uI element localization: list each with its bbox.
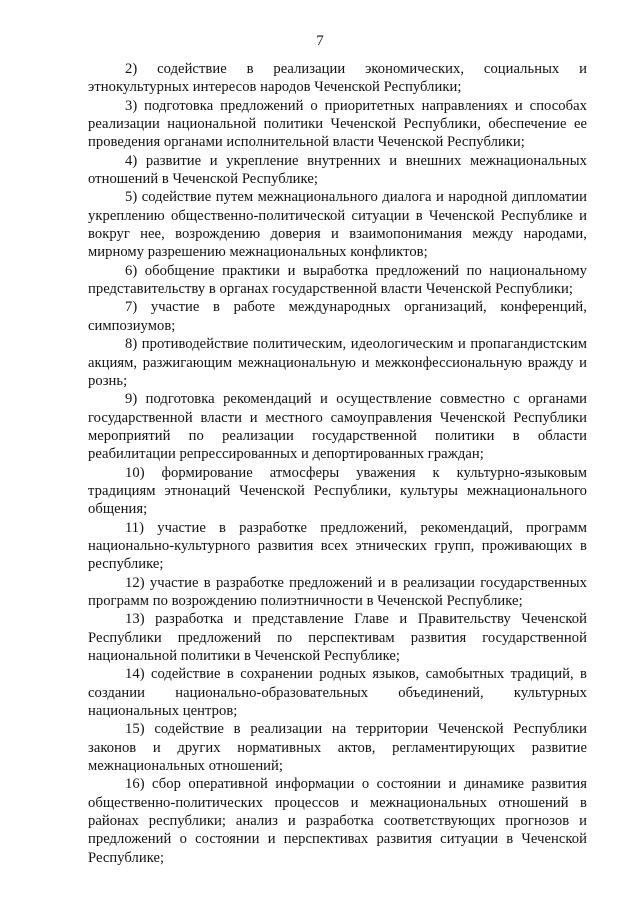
list-item: 10) формирование атмосферы уважения к культурно-языковым традициям этнонаций Чеченской Республики, культуры межнационального общения;	[88, 464, 587, 518]
list-item: 7) участие в работе международных организаций, конференций, симпозиумов;	[88, 299, 587, 334]
list-item: 9) подготовка рекомендаций и осуществление совместно с органами государственной власти и местного самоуправления Чеченской Республики мероприятий по реализации государственной политики в области реабилитации репрессированных и депортированных граждан;	[88, 391, 587, 463]
page-number: 7	[316, 33, 324, 49]
document-body	[88, 60, 587, 867]
list-item: 14) содействие в сохранении родных языков, самобытных традиций, в создании национально-образовательных объединений, культурных национальных центров;	[88, 666, 587, 720]
list-item: 16) сбор оперативной информации о состоянии и динамике развития общественно-политических процессов и межнациональных отношений в районах республики; анализ и разработка соответствующих прогнозов и предложений о состоянии и перспективах развития ситуации в Чеченской Республике;	[88, 776, 587, 866]
list-item: 3) подготовка предложений о приоритетных направлениях и способах реализации национальной политики Чеченской Республики, обеспечение ее проведения органами исполнительной власти Чеченской Республики;	[88, 97, 587, 151]
list-item: 6) обобщение практики и выработка предложений по национальному представительству в органах государственной власти Чеченской Республики;	[88, 262, 587, 298]
list-item: 2) содействие в реализации экономических, социальных и этнокультурных интересов народов Чеченской Республики;	[88, 61, 587, 96]
list-item: 15) содействие в реализации на территории Чеченской Республики законов и других нормативных актов, регламентирующих развитие межнациональных отношений;	[88, 721, 587, 775]
list-item: 13) разработка и представление Главе и Правительству Чеченской Республики предложений по перспективам развития государственной национальной политики в Чеченской Республике;	[88, 611, 587, 664]
list-item: 4) развитие и укрепление внутренних и внешних межнациональных отношений в Чеченской Республике;	[88, 152, 587, 188]
list-item: 12) участие в разработке предложений и в реализации государственных программ по возрождению полиэтничности в Чеченской Республике;	[88, 574, 587, 609]
list-item: 5) содействие путем межнационального диалога и народной дипломатии укреплению общественно-политической ситуации в Чеченской Республике и вокруг нее, возрождению доверия и взаимопонимания между народами, мирному разрешению межнациональных конфликтов;	[88, 189, 587, 261]
list-item: 8) противодействие политическим, идеологическим и пропагандистским акциям, разжигающим межнациональную и межконфессиональную вражду и рознь;	[88, 336, 587, 389]
list-item: 11) участие в разработке предложений, рекомендаций, программ национально-культурного развития всех этнических групп, проживающих в республике;	[88, 519, 587, 573]
